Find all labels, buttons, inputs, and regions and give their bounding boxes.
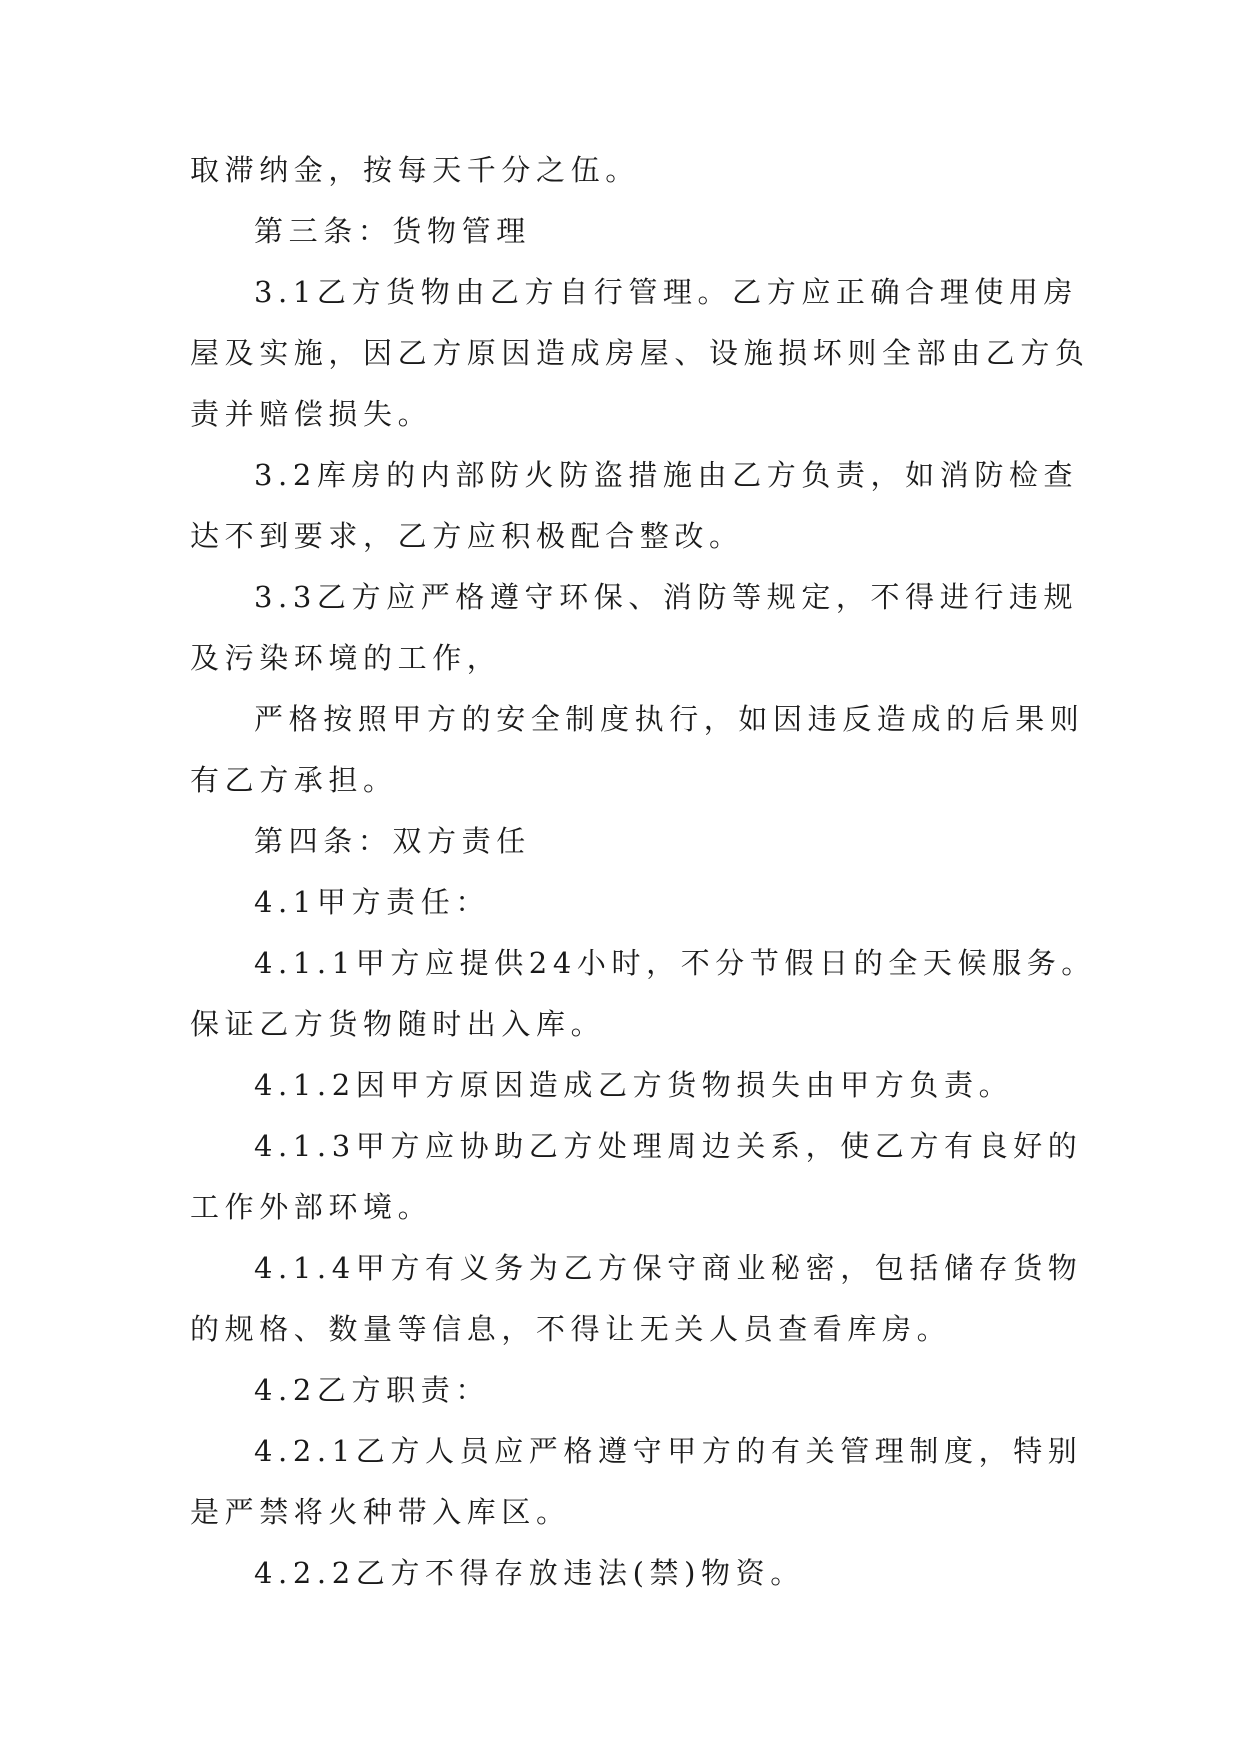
text-line: 保证乙方货物随时出入库。 xyxy=(190,1007,606,1041)
text-line: 4.1.1甲方应提供24小时，不分节假日的全天候服务。 xyxy=(254,946,1096,980)
text-line: 4.1甲方责任： xyxy=(254,885,490,919)
text-line: 有乙方承担。 xyxy=(190,763,398,797)
text-line: 工作外部环境。 xyxy=(190,1190,433,1224)
section-heading: 第三条：货物管理 xyxy=(254,214,531,248)
text-line: 4.2.1乙方人员应严格遵守甲方的有关管理制度，特别 xyxy=(254,1434,1083,1468)
text-line: 4.2乙方职责： xyxy=(254,1373,490,1407)
text-line: 4.1.4甲方有义务为乙方保守商业秘密，包括储存货物 xyxy=(254,1251,1083,1285)
text-line: 屋及实施，因乙方原因造成房屋、设施损坏则全部由乙方负 xyxy=(190,336,1090,370)
section-heading: 第四条：双方责任 xyxy=(254,824,531,858)
text-line: 3.3乙方应严格遵守环保、消防等规定，不得进行违规 xyxy=(254,580,1079,614)
text-line: 及污染环境的工作， xyxy=(190,641,502,675)
text-line: 达不到要求，乙方应积极配合整改。 xyxy=(190,519,744,553)
text-line: 是严禁将火种带入库区。 xyxy=(190,1495,571,1529)
text-line: 3.1乙方货物由乙方自行管理。乙方应正确合理使用房 xyxy=(254,275,1079,309)
text-line: 责并赔偿损失。 xyxy=(190,397,433,431)
text-line: 4.1.3甲方应协助乙方处理周边关系，使乙方有良好的 xyxy=(254,1129,1083,1163)
text-line: 4.2.2乙方不得存放违法(禁)物资。 xyxy=(254,1556,805,1590)
text-line: 取滞纳金，按每天千分之伍。 xyxy=(190,153,640,187)
text-line: 4.1.2因甲方原因造成乙方货物损失由甲方负责。 xyxy=(254,1068,1014,1102)
text-line: 严格按照甲方的安全制度执行，如因违反造成的后果则 xyxy=(254,702,1085,736)
text-line: 3.2库房的内部防火防盗措施由乙方负责，如消防检查 xyxy=(254,458,1079,492)
text-line: 的规格、数量等信息，不得让无关人员查看库房。 xyxy=(190,1312,952,1346)
